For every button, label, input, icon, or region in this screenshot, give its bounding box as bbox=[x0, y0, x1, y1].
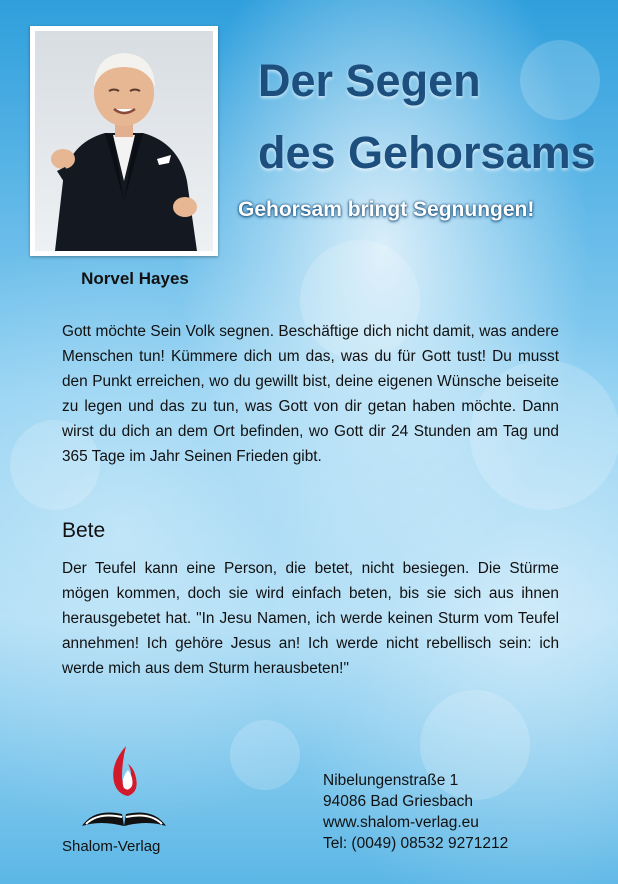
author-photo bbox=[35, 31, 213, 251]
website-link[interactable]: www.shalom-verlag.eu bbox=[323, 814, 479, 831]
body-paragraph-1: Gott möchte Sein Volk segnen. Beschäftige dich nicht damit, was andere Menschen tun! Kümmere dich um das, was du für Gott tust! Du musst den Punkt erreichen, wo du gewillt bist, deine eigenen Wünsche beiseite zu legen und das zu tun, was Gott von dir getan haben möchte. Dann wirst du dich an dem Ort befinden, wo Gott dir 24 Stunden am Tag und 365 Tage im Jahr Seinen Frieden gibt. bbox=[62, 323, 559, 465]
body-paragraph-2: Der Teufel kann eine Person, die betet, nicht besiegen. Die Stürme mögen kommen, doch sie wird einfach beten, bis sie sich aus ihnen herausgebetet hat. "In Jesu Namen, ich werde keinen Sturm vom Teufel annehmen! Ich gehöre Jesus an! Ich werde nicht rebellisch sein: ich werde mich aus dem Sturm herausbeten!" bbox=[62, 560, 559, 677]
subtitle: Gehorsam bringt Segnungen! bbox=[238, 198, 535, 221]
publisher-name: Shalom-Verlag bbox=[62, 838, 161, 855]
title-line-1: Der Segen bbox=[258, 55, 481, 106]
address-city: 94086 Bad Griesbach bbox=[323, 793, 473, 810]
author-photo-frame bbox=[30, 26, 218, 256]
publisher-address bbox=[323, 770, 508, 854]
bokeh-light bbox=[230, 720, 300, 790]
phone-number: Tel: (0049) 08532 9271212 bbox=[323, 835, 509, 852]
title-line-2: des Gehorsams bbox=[258, 127, 596, 178]
author-portrait-illustration bbox=[35, 31, 213, 251]
address-street: Nibelungenstraße 1 bbox=[323, 772, 459, 789]
section-heading: Bete bbox=[62, 519, 106, 542]
flame-over-open-book-icon bbox=[76, 742, 172, 836]
author-name: Norvel Hayes bbox=[81, 269, 189, 288]
